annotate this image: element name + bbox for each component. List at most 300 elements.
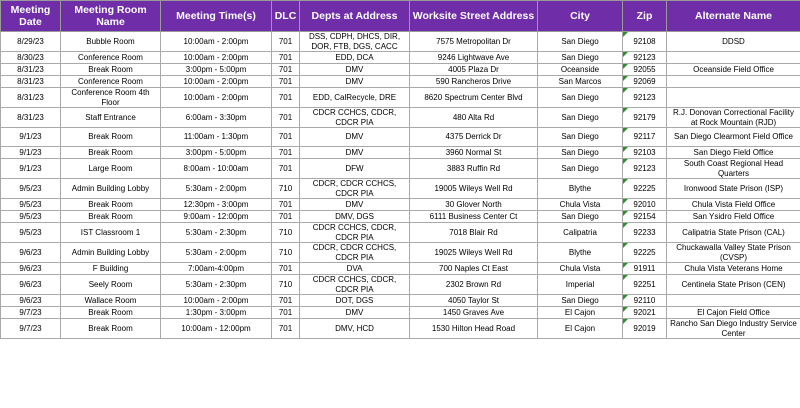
cell-alternate-name-text: San Diego Field Office: [693, 147, 774, 157]
cell-dlc-text: 701: [278, 112, 293, 122]
cell-worksite-street-address-text: 4005 Plaza Dr: [448, 64, 499, 74]
cell-zip: [623, 64, 667, 76]
cell-alternate-name: [667, 263, 800, 275]
cell-zip: [623, 211, 667, 223]
cell-worksite-street-address: [410, 159, 538, 179]
cell-dlc-text: 701: [278, 147, 293, 157]
cell-worksite-street-address-text: 19025 Wileys Well Rd: [434, 247, 513, 257]
cell-meeting-date-text: 9/5/23: [19, 227, 42, 237]
cell-depts-at-address-text: DMV: [345, 147, 364, 157]
cell-meeting-date-text: 9/6/23: [19, 279, 42, 289]
cell-alternate-name: [667, 295, 800, 307]
cell-meeting-room-name-text: Break Room: [88, 147, 133, 157]
cell-meeting-room-name: [61, 159, 161, 179]
header-meeting-date: Meeting Date: [1, 1, 61, 32]
cell-meeting-times: [161, 128, 272, 147]
cell-zip-text: 92010: [633, 199, 656, 209]
table-row: [1, 179, 800, 199]
cell-meeting-room-name-text: Staff Entrance: [85, 112, 136, 122]
cell-meeting-times: [161, 32, 272, 52]
cell-depts-at-address: [300, 319, 410, 339]
cell-zip-text: 92225: [633, 183, 656, 193]
cell-alternate-name-text: San Ysidro Field Office: [692, 211, 775, 221]
cell-depts-at-address-text: DMV, DGS: [335, 211, 374, 221]
cell-meeting-date: [1, 108, 61, 128]
cell-meeting-times-text: 10:00am - 2:00pm: [183, 52, 249, 62]
cell-worksite-street-address-text: 480 Alta Rd: [452, 112, 495, 122]
cell-meeting-date-text: 8/29/23: [17, 36, 44, 46]
cell-alternate-name-text: South Coast Regional Head Quarters: [683, 159, 784, 178]
cell-depts-at-address: [300, 295, 410, 307]
cell-meeting-room-name-text: Conference Room: [78, 52, 143, 62]
green-triangle-indicator-icon: [623, 295, 628, 300]
cell-zip: [623, 108, 667, 128]
cell-zip-text: 92225: [633, 247, 656, 257]
table-row: [1, 32, 800, 52]
cell-city: [538, 32, 623, 52]
cell-meeting-room-name-text: Break Room: [88, 132, 133, 142]
cell-zip: [623, 88, 667, 108]
cell-city: [538, 179, 623, 199]
cell-city-text: El Cajon: [564, 307, 596, 317]
cell-city-text: San Diego: [561, 211, 599, 221]
cell-zip: [623, 263, 667, 275]
cell-meeting-room-name: [61, 319, 161, 339]
cell-depts-at-address-text: CDCR CCHCS, CDCR, CDCR PIA: [312, 275, 397, 294]
cell-alternate-name: [667, 32, 800, 52]
cell-meeting-room-name-text: Break Room: [88, 199, 133, 209]
cell-zip-text: 92108: [633, 36, 656, 46]
cell-meeting-times-text: 10:00am - 12:00pm: [181, 323, 251, 333]
cell-alternate-name: [667, 76, 800, 88]
cell-alternate-name: [667, 211, 800, 223]
cell-city: [538, 243, 623, 263]
cell-alternate-name: [667, 307, 800, 319]
cell-dlc: [272, 108, 300, 128]
cell-city-text: Blythe: [568, 247, 592, 257]
cell-alternate-name-text: Rancho San Diego Industry Service Center: [670, 319, 797, 338]
cell-meeting-date-text: 9/5/23: [19, 183, 42, 193]
cell-meeting-times: [161, 223, 272, 243]
cell-meeting-date: [1, 128, 61, 147]
green-triangle-indicator-icon: [623, 108, 628, 113]
cell-meeting-date: [1, 275, 61, 295]
cell-meeting-room-name-text: Break Room: [88, 211, 133, 221]
cell-dlc-text: 701: [278, 36, 293, 46]
cell-meeting-room-name: [61, 223, 161, 243]
cell-meeting-date: [1, 223, 61, 243]
cell-meeting-times: [161, 211, 272, 223]
cell-depts-at-address-text: DSS, CDPH, DHCS, DIR, DOR, FTB, DGS, CACC: [308, 32, 401, 51]
cell-depts-at-address: [300, 199, 410, 211]
cell-worksite-street-address: [410, 64, 538, 76]
cell-worksite-street-address: [410, 275, 538, 295]
cell-meeting-room-name-text: Conference Room 4th Floor: [71, 88, 150, 107]
cell-depts-at-address-text: DMV: [345, 307, 364, 317]
cell-dlc-text: 710: [278, 247, 293, 257]
cell-zip-text: 92069: [633, 76, 656, 86]
table-row: [1, 199, 800, 211]
cell-city-text: San Diego: [561, 92, 599, 102]
header-zip: Zip: [623, 1, 667, 32]
cell-worksite-street-address: [410, 147, 538, 159]
cell-meeting-room-name-text: Admin Building Lobby: [71, 247, 150, 257]
table-row: [1, 275, 800, 295]
cell-depts-at-address-text: DMV: [345, 64, 364, 74]
cell-meeting-date-text: 8/31/23: [17, 112, 44, 122]
cell-city-text: San Diego: [561, 36, 599, 46]
cell-dlc: [272, 275, 300, 295]
cell-dlc-text: 701: [278, 211, 293, 221]
cell-depts-at-address-text: DFW: [345, 163, 364, 173]
cell-dlc-text: 701: [278, 76, 293, 86]
cell-meeting-date-text: 8/31/23: [17, 92, 44, 102]
cell-meeting-date-text: 9/7/23: [19, 307, 42, 317]
cell-worksite-street-address: [410, 223, 538, 243]
cell-depts-at-address-text: EDD, CalRecycle, DRE: [312, 92, 397, 102]
cell-zip-text: 92019: [633, 323, 656, 333]
cell-meeting-times-text: 5:30am - 2:30pm: [185, 227, 247, 237]
cell-zip: [623, 32, 667, 52]
cell-meeting-date-text: 9/6/23: [19, 263, 42, 273]
cell-alternate-name: [667, 128, 800, 147]
cell-city-text: Chula Vista: [559, 199, 601, 209]
cell-meeting-date: [1, 76, 61, 88]
cell-depts-at-address: [300, 88, 410, 108]
cell-worksite-street-address: [410, 199, 538, 211]
cell-zip-text: 92179: [633, 112, 656, 122]
cell-alternate-name-text: Chuckawalla Valley State Prison (CVSP): [676, 243, 791, 262]
cell-city: [538, 319, 623, 339]
cell-depts-at-address: [300, 263, 410, 275]
cell-alternate-name-text: Ironwood State Prison (ISP): [683, 183, 784, 193]
cell-depts-at-address-text: CDCR CCHCS, CDCR, CDCR PIA: [312, 108, 397, 127]
cell-dlc-text: 701: [278, 163, 293, 173]
cell-dlc: [272, 199, 300, 211]
cell-worksite-street-address-text: 4375 Derrick Dr: [445, 132, 502, 142]
cell-alternate-name-text: El Cajon Field Office: [697, 307, 770, 317]
cell-worksite-street-address-text: 3883 Ruffin Rd: [446, 163, 501, 173]
cell-meeting-date: [1, 32, 61, 52]
cell-alternate-name: [667, 319, 800, 339]
green-triangle-indicator-icon: [623, 76, 628, 81]
cell-meeting-date-text: 8/31/23: [17, 64, 44, 74]
table-row: [1, 88, 800, 108]
cell-alternate-name-text: Chula Vista Veterans Home: [684, 263, 783, 273]
cell-meeting-room-name-text: F Building: [92, 263, 129, 273]
cell-meeting-date: [1, 147, 61, 159]
cell-worksite-street-address: [410, 243, 538, 263]
green-triangle-indicator-icon: [623, 319, 628, 324]
cell-worksite-street-address: [410, 179, 538, 199]
cell-zip-text: 92055: [633, 64, 656, 74]
cell-worksite-street-address: [410, 319, 538, 339]
cell-meeting-date: [1, 319, 61, 339]
cell-worksite-street-address-text: 6111 Business Center Ct: [429, 211, 518, 221]
cell-meeting-room-name-text: Conference Room: [78, 76, 143, 86]
cell-meeting-room-name: [61, 76, 161, 88]
cell-meeting-times-text: 10:00am - 2:00pm: [183, 36, 249, 46]
cell-city-text: San Diego: [561, 52, 599, 62]
cell-zip: [623, 295, 667, 307]
cell-meeting-times: [161, 76, 272, 88]
cell-depts-at-address: [300, 32, 410, 52]
cell-depts-at-address-text: DMV: [345, 132, 364, 142]
cell-depts-at-address: [300, 159, 410, 179]
green-triangle-indicator-icon: [623, 159, 628, 164]
cell-alternate-name: [667, 64, 800, 76]
cell-worksite-street-address-text: 7018 Blair Rd: [449, 227, 498, 237]
cell-dlc-text: 701: [278, 295, 293, 305]
cell-depts-at-address: [300, 275, 410, 295]
table-row: [1, 319, 800, 339]
header-depts-at-address: Depts at Address: [300, 1, 410, 32]
cell-zip-text: 92117: [633, 132, 656, 142]
cell-meeting-times: [161, 199, 272, 211]
cell-meeting-date: [1, 179, 61, 199]
cell-meeting-times-text: 5:30am - 2:00pm: [185, 183, 247, 193]
cell-depts-at-address: [300, 223, 410, 243]
cell-depts-at-address: [300, 307, 410, 319]
cell-meeting-times: [161, 159, 272, 179]
cell-meeting-times-text: 5:30am - 2:00pm: [185, 247, 247, 257]
cell-city-text: Chula Vista: [559, 263, 601, 273]
cell-meeting-times: [161, 243, 272, 263]
cell-alternate-name: [667, 88, 800, 108]
cell-city-text: Oceanside: [560, 64, 600, 74]
cell-meeting-times-text: 1:30pm - 3:00pm: [185, 307, 247, 317]
cell-city: [538, 147, 623, 159]
cell-dlc: [272, 147, 300, 159]
green-triangle-indicator-icon: [623, 147, 628, 152]
cell-depts-at-address-text: CDCR CCHCS, CDCR, CDCR PIA: [312, 223, 397, 242]
cell-zip-text: 91911: [633, 263, 656, 273]
cell-depts-at-address: [300, 179, 410, 199]
cell-alternate-name: [667, 199, 800, 211]
header-meeting-room-name: Meeting Room Name: [61, 1, 161, 32]
cell-alternate-name: [667, 243, 800, 263]
cell-meeting-times: [161, 64, 272, 76]
cell-worksite-street-address-text: 30 Glover North: [445, 199, 502, 209]
cell-meeting-date-text: 9/5/23: [19, 199, 42, 209]
green-triangle-indicator-icon: [623, 128, 628, 133]
cell-city: [538, 307, 623, 319]
cell-city-text: San Diego: [561, 132, 599, 142]
cell-meeting-times-text: 5:30am - 2:30pm: [185, 279, 247, 289]
cell-alternate-name-text: Centinela State Prison (CEN): [681, 279, 786, 289]
cell-dlc: [272, 223, 300, 243]
cell-city-text: San Diego: [561, 295, 599, 305]
table-row: [1, 128, 800, 147]
cell-zip-text: 92103: [633, 147, 656, 157]
cell-dlc: [272, 295, 300, 307]
cell-dlc-text: 701: [278, 199, 293, 209]
cell-meeting-times: [161, 179, 272, 199]
cell-city: [538, 211, 623, 223]
header-alternate-name: Alternate Name: [667, 1, 800, 32]
cell-worksite-street-address-text: 19005 Wileys Well Rd: [434, 183, 513, 193]
cell-zip-text: 92233: [633, 227, 656, 237]
cell-city-text: Calipatria: [563, 227, 597, 237]
cell-worksite-street-address: [410, 211, 538, 223]
cell-city: [538, 88, 623, 108]
cell-meeting-times-text: 10:00am - 2:00pm: [183, 295, 249, 305]
cell-depts-at-address: [300, 64, 410, 76]
cell-depts-at-address-text: CDCR, CDCR CCHCS, CDCR PIA: [312, 243, 397, 262]
cell-meeting-date: [1, 64, 61, 76]
cell-meeting-room-name-text: Seely Room: [88, 279, 133, 289]
cell-meeting-date: [1, 88, 61, 108]
cell-city-text: San Diego: [561, 112, 599, 122]
cell-meeting-room-name: [61, 64, 161, 76]
cell-zip: [623, 223, 667, 243]
cell-city-text: San Diego: [561, 163, 599, 173]
header-row: [1, 1, 800, 32]
table-row: [1, 295, 800, 307]
cell-dlc-text: 710: [278, 227, 293, 237]
header-meeting-times: Meeting Time(s): [161, 1, 272, 32]
green-triangle-indicator-icon: [623, 199, 628, 204]
cell-worksite-street-address: [410, 108, 538, 128]
cell-meeting-times: [161, 52, 272, 64]
cell-meeting-times: [161, 108, 272, 128]
cell-depts-at-address-text: EDD, DCA: [335, 52, 374, 62]
cell-city: [538, 295, 623, 307]
cell-zip: [623, 275, 667, 295]
cell-city-text: Imperial: [565, 279, 595, 289]
cell-worksite-street-address: [410, 88, 538, 108]
cell-dlc: [272, 88, 300, 108]
cell-depts-at-address-text: DMV, HCD: [335, 323, 374, 333]
cell-worksite-street-address: [410, 32, 538, 52]
cell-depts-at-address: [300, 243, 410, 263]
cell-dlc: [272, 76, 300, 88]
cell-dlc-text: 701: [278, 263, 293, 273]
cell-meeting-date-text: 9/1/23: [19, 147, 42, 157]
cell-worksite-street-address: [410, 295, 538, 307]
cell-meeting-date-text: 8/31/23: [17, 76, 44, 86]
cell-meeting-room-name: [61, 88, 161, 108]
table-row: [1, 159, 800, 179]
header-dlc: DLC: [272, 1, 300, 32]
cell-zip: [623, 159, 667, 179]
cell-worksite-street-address-text: 8620 Spectrum Center Blvd: [424, 92, 523, 102]
table-row: [1, 76, 800, 88]
cell-meeting-room-name: [61, 179, 161, 199]
cell-meeting-times-text: 12:30pm - 3:00pm: [183, 199, 249, 209]
cell-city: [538, 199, 623, 211]
cell-zip: [623, 243, 667, 263]
cell-worksite-street-address-text: 590 Rancheros Drive: [435, 76, 512, 86]
cell-dlc-text: 701: [278, 132, 293, 142]
cell-city: [538, 52, 623, 64]
cell-zip: [623, 76, 667, 88]
cell-meeting-times-text: 3:00pm - 5:00pm: [185, 147, 247, 157]
cell-meeting-room-name: [61, 275, 161, 295]
cell-meeting-room-name: [61, 199, 161, 211]
cell-meeting-room-name: [61, 52, 161, 64]
cell-depts-at-address: [300, 52, 410, 64]
cell-dlc: [272, 64, 300, 76]
cell-meeting-room-name: [61, 211, 161, 223]
table-row: [1, 108, 800, 128]
green-triangle-indicator-icon: [623, 88, 628, 93]
cell-worksite-street-address: [410, 307, 538, 319]
cell-depts-at-address: [300, 211, 410, 223]
cell-depts-at-address: [300, 128, 410, 147]
cell-meeting-times-text: 10:00am - 2:00pm: [183, 92, 249, 102]
header-city: City: [538, 1, 623, 32]
cell-depts-at-address-text: DVA: [346, 263, 363, 273]
cell-meeting-times: [161, 88, 272, 108]
cell-worksite-street-address: [410, 52, 538, 64]
cell-worksite-street-address-text: 9246 Lightwave Ave: [437, 52, 510, 62]
cell-worksite-street-address: [410, 76, 538, 88]
cell-meeting-date: [1, 295, 61, 307]
cell-meeting-times-text: 7:00am-4:00pm: [187, 263, 245, 273]
cell-dlc: [272, 32, 300, 52]
cell-dlc-text: 701: [278, 64, 293, 74]
cell-zip-text: 92154: [633, 211, 656, 221]
table-row: [1, 307, 800, 319]
cell-meeting-date: [1, 243, 61, 263]
cell-zip: [623, 319, 667, 339]
cell-meeting-date: [1, 307, 61, 319]
cell-meeting-room-name: [61, 32, 161, 52]
cell-meeting-room-name: [61, 307, 161, 319]
cell-worksite-street-address-text: 1530 Hilton Head Road: [431, 323, 516, 333]
cell-zip-text: 92021: [633, 307, 656, 317]
cell-dlc: [272, 211, 300, 223]
cell-meeting-room-name-text: Break Room: [88, 64, 133, 74]
cell-meeting-room-name: [61, 243, 161, 263]
cell-meeting-times-text: 9:00am - 12:00pm: [183, 211, 249, 221]
cell-dlc-text: 701: [278, 307, 293, 317]
cell-alternate-name: [667, 159, 800, 179]
cell-dlc-text: 710: [278, 279, 293, 289]
cell-meeting-times-text: 10:00am - 2:00pm: [183, 76, 249, 86]
green-triangle-indicator-icon: [623, 223, 628, 228]
cell-dlc: [272, 179, 300, 199]
cell-meeting-room-name: [61, 147, 161, 159]
cell-meeting-date: [1, 211, 61, 223]
cell-alternate-name: [667, 275, 800, 295]
cell-zip-text: 92110: [633, 295, 656, 305]
cell-dlc: [272, 319, 300, 339]
cell-zip: [623, 128, 667, 147]
cell-zip-text: 92251: [633, 279, 656, 289]
table-row: [1, 64, 800, 76]
table-row: [1, 147, 800, 159]
green-triangle-indicator-icon: [623, 211, 628, 216]
cell-dlc-text: 701: [278, 92, 293, 102]
cell-worksite-street-address-text: 3960 Normal St: [445, 147, 502, 157]
cell-depts-at-address: [300, 76, 410, 88]
green-triangle-indicator-icon: [623, 243, 628, 248]
cell-city: [538, 263, 623, 275]
cell-dlc: [272, 307, 300, 319]
cell-meeting-times: [161, 295, 272, 307]
cell-alternate-name: [667, 223, 800, 243]
cell-alternate-name: [667, 108, 800, 128]
cell-meeting-date: [1, 263, 61, 275]
cell-dlc-text: 701: [278, 52, 293, 62]
cell-depts-at-address-text: DMV: [345, 199, 364, 209]
cell-alternate-name-text: Oceanside Field Office: [693, 64, 774, 74]
green-triangle-indicator-icon: [623, 64, 628, 69]
cell-zip-text: 92123: [633, 92, 656, 102]
cell-city-text: San Marcos: [558, 76, 602, 86]
